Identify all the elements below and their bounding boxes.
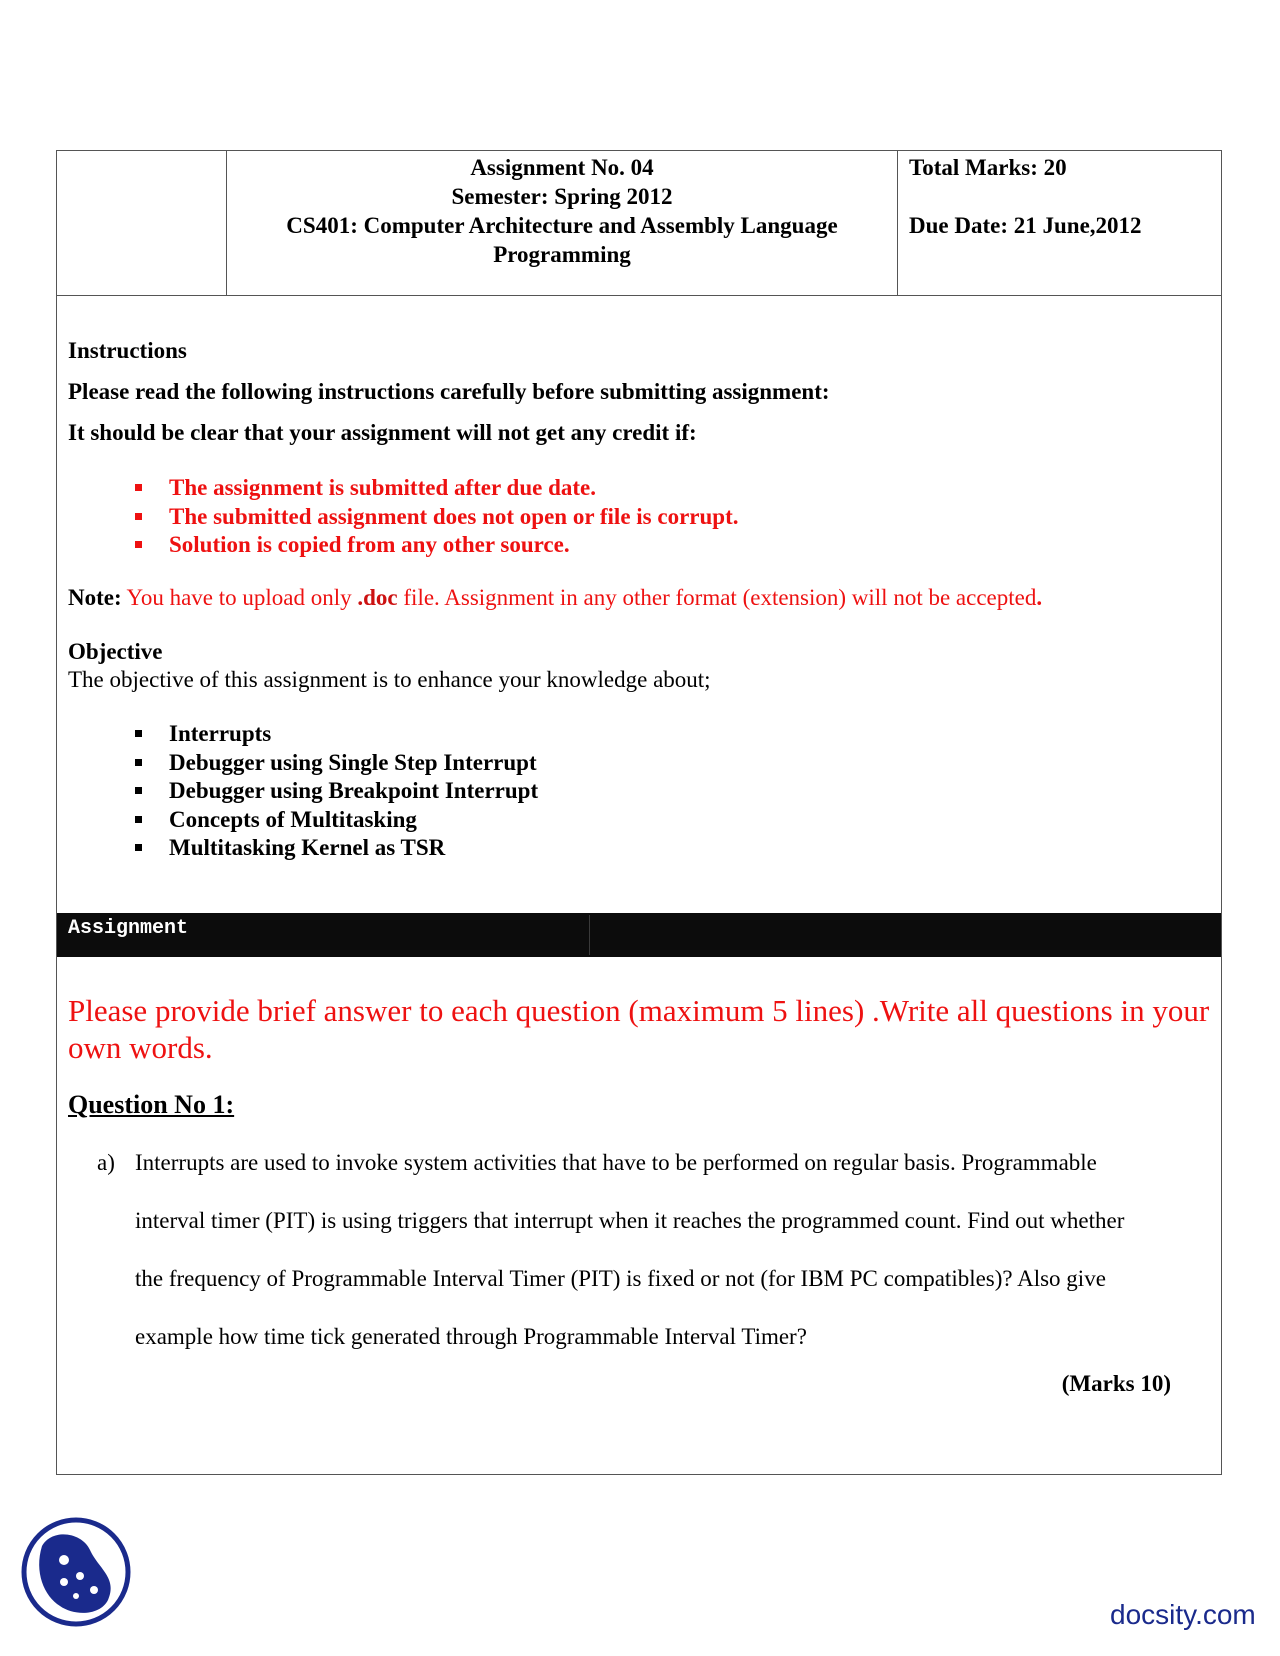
list-item: Multitasking Kernel as TSR xyxy=(57,834,1210,863)
question-title: Question No 1: xyxy=(68,1090,235,1119)
note-label: Note: xyxy=(68,585,122,610)
list-item: Debugger using Single Step Interrupt xyxy=(57,749,1210,778)
header-marks-cell xyxy=(898,151,1222,296)
square-bullet-icon xyxy=(135,787,142,794)
instructions-line1: Please read the following instructions carefully before submitting assignment: xyxy=(68,379,830,404)
note-text-rest: file. Assignment in any other format (extension) will not be accepted xyxy=(397,585,1037,610)
note-doc-extension: .doc xyxy=(357,585,398,610)
answer-prompt: Please provide brief answer to each question (maximum 5 lines) .Write all questions in your own words. xyxy=(68,993,1210,1065)
objective-title: Objective xyxy=(68,639,163,664)
list-item: The submitted assignment does not open or file is corrupt. xyxy=(57,503,1210,532)
square-bullet-icon xyxy=(135,513,142,520)
assignment-section-bar xyxy=(57,913,1221,957)
bar-divider xyxy=(589,915,590,955)
assignment-number: Assignment No. 04 xyxy=(470,155,654,180)
header-table xyxy=(56,150,1222,296)
list-item: The assignment is submitted after due date. xyxy=(57,474,1210,503)
docsity-brand[interactable]: docsity.com xyxy=(1110,1599,1256,1630)
header-empty-cell xyxy=(57,151,227,296)
list-item: Solution is copied from any other source. xyxy=(57,531,1210,560)
list-item: Debugger using Breakpoint Interrupt xyxy=(57,777,1210,806)
assignment-sheet xyxy=(56,150,1222,1475)
assignment-body xyxy=(56,296,1222,1475)
assignment-bar-label: Assignment xyxy=(68,917,189,940)
square-bullet-icon xyxy=(135,541,142,548)
due-date: Due Date: 21 June,2012 xyxy=(909,213,1142,238)
header-title-cell xyxy=(227,151,898,296)
total-marks: Total Marks: 20 xyxy=(909,155,1067,180)
note-line: Note: You have to upload only .doc file. Assignment in any other format (extension) will not be accepted. xyxy=(68,585,1043,610)
list-item: Concepts of Multitasking xyxy=(57,806,1210,835)
docsity-logo-icon xyxy=(20,1516,132,1628)
course-title-line1: CS401: Computer Architecture and Assembly Language xyxy=(286,213,838,238)
question-a xyxy=(97,1134,1155,1366)
square-bullet-icon xyxy=(135,759,142,766)
square-bullet-icon xyxy=(135,844,142,851)
square-bullet-icon xyxy=(135,484,142,491)
instructions-title: Instructions xyxy=(68,338,187,363)
objective-list xyxy=(57,720,1210,863)
question-a-text: Interrupts are used to invoke system activities that have to be performed on regular basis. Programmable interval timer (PIT) is using triggers that interrupt when it reaches the programmed count. Find out whether the frequency of Programmable Interval Timer (PIT) is fixed or not (for IBM PC compatibles)? Also give example how time tick generated through Programmable Interval Timer? xyxy=(135,1150,1125,1349)
instructions-line2: It should be clear that your assignment will not get any credit if: xyxy=(68,420,697,445)
square-bullet-icon xyxy=(135,730,142,737)
question-marks: (Marks 10) xyxy=(1061,1371,1171,1396)
credit-rules-list xyxy=(57,474,1210,560)
objective-intro: The objective of this assignment is to enhance your knowledge about; xyxy=(68,667,711,692)
square-bullet-icon xyxy=(135,816,142,823)
list-item: Interrupts xyxy=(57,720,1210,749)
semester: Semester: Spring 2012 xyxy=(451,184,673,209)
course-title-line2: Programming xyxy=(493,242,631,267)
question-a-label: a) xyxy=(97,1150,115,1175)
note-text: You have to upload only xyxy=(121,585,358,610)
